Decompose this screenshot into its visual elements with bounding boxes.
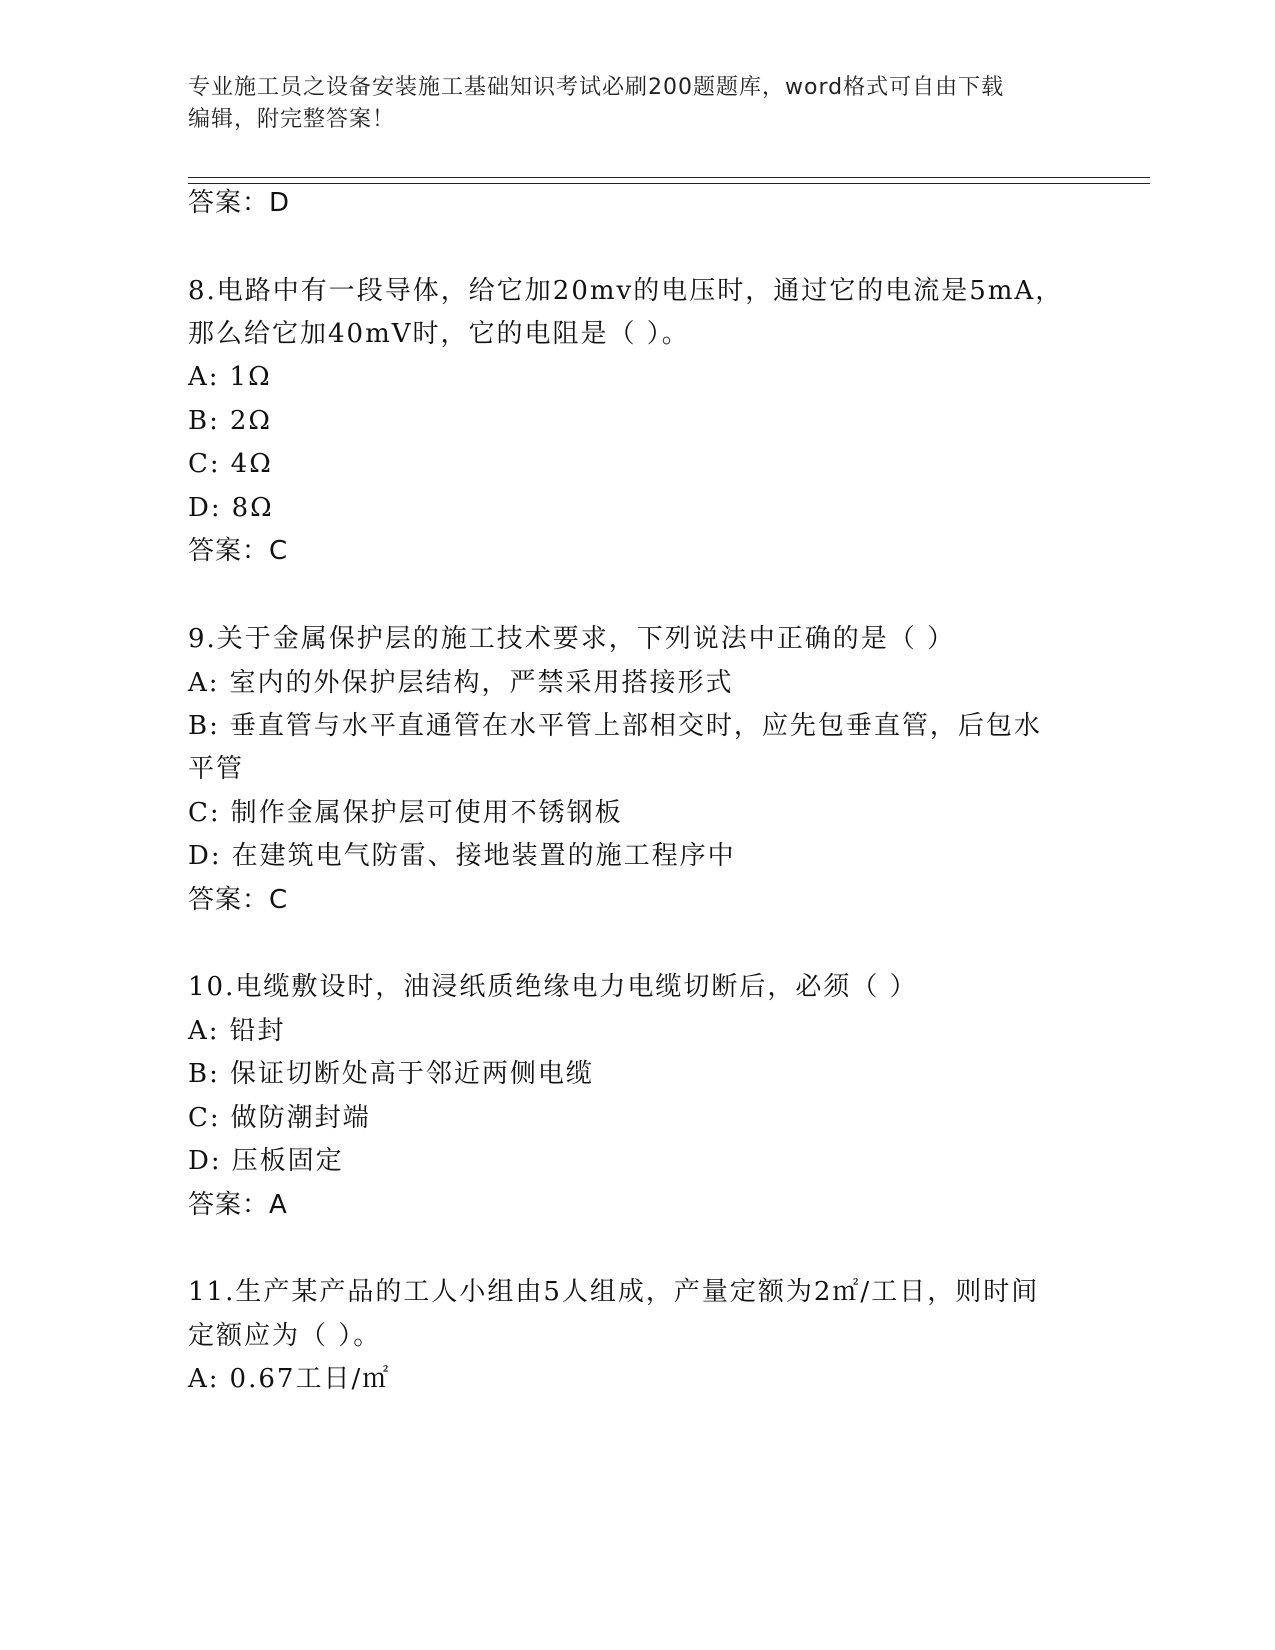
- answer-label: 答案：: [188, 188, 270, 218]
- question-10-option-b: [188, 1051, 594, 1097]
- question-10-option-d: [188, 1138, 344, 1184]
- option-text: 保证切断处高于邻近两侧电缆: [229, 1059, 594, 1089]
- answer-q7: [188, 180, 290, 226]
- answer-q9: [188, 877, 288, 923]
- question-10-stem-line-1: 10.电缆敷设时，油浸纸质绝缘电力电缆切断后，必须（ ）: [188, 972, 918, 1002]
- answer-value: A: [269, 1190, 288, 1220]
- option-key: A:: [188, 668, 220, 698]
- question-9-option-c: [188, 790, 623, 836]
- option-text: 压板固定: [231, 1146, 344, 1176]
- option-key: D:: [188, 841, 222, 871]
- option-text: 1Ω: [229, 362, 272, 392]
- option-text: 0.67工日/㎡: [229, 1364, 391, 1394]
- answer-q10: [188, 1182, 288, 1228]
- option-text: 在建筑电气防雷、接地装置的施工程序中: [231, 841, 736, 871]
- question-8-option-d: [188, 485, 274, 531]
- question-8-option-a: [188, 354, 272, 400]
- question-9-option-a: [188, 660, 734, 706]
- answer-q8: [188, 528, 288, 574]
- option-key: B:: [188, 1059, 220, 1089]
- option-key: D:: [188, 1146, 222, 1176]
- option-text: 2Ω: [229, 406, 272, 436]
- question-11-stem-line-1: 11.生产某产品的工人小组由5人组成，产量定额为2㎡/工日，则时间: [188, 1277, 1040, 1307]
- question-8-option-b: [188, 398, 272, 444]
- option-text: 制作金属保护层可使用不锈钢板: [230, 798, 623, 828]
- option-key: C:: [188, 1103, 221, 1133]
- option-key: A:: [188, 362, 220, 392]
- option-key: C:: [188, 798, 221, 828]
- question-9-option-d: [188, 833, 736, 879]
- header-divider: [188, 177, 1150, 184]
- option-key: B:: [188, 711, 220, 741]
- question-9-option-b-continued: 平管: [188, 754, 245, 784]
- answer-label: 答案：: [188, 1190, 270, 1220]
- question-11-stem-line-2: 定额应为（ ）。: [188, 1321, 382, 1351]
- answer-label: 答案：: [188, 536, 270, 566]
- question-8-stem-line-2: 那么给它加40mV时，它的电阻是（ ）。: [188, 319, 690, 349]
- header-title-line-1: 专业施工员之设备安装施工基础知识考试必刷200题题库，word格式可自由下载: [188, 75, 1005, 100]
- header-title-line-2: 编辑，附完整答案！: [188, 107, 396, 132]
- option-key: D:: [188, 493, 222, 523]
- option-text: 8Ω: [231, 493, 274, 523]
- option-text: 垂直管与水平直通管在水平管上部相交时，应先包垂直管，后包水: [229, 711, 1042, 741]
- option-key: B:: [188, 406, 220, 436]
- question-8-stem-line-1: 8.电路中有一段导体，给它加20mv的电压时，通过它的电流是5mA，: [188, 276, 1064, 306]
- answer-value: C: [269, 536, 289, 566]
- option-text: 做防潮封端: [230, 1103, 371, 1133]
- option-text: 铅封: [229, 1016, 286, 1046]
- question-10-option-a: [188, 1008, 286, 1054]
- question-8-option-c: [188, 441, 273, 487]
- answer-label: 答案：: [188, 885, 270, 915]
- question-10-option-c: [188, 1095, 371, 1141]
- option-key: C:: [188, 449, 221, 479]
- option-key: A:: [188, 1016, 220, 1046]
- option-text: 4Ω: [230, 449, 273, 479]
- question-9-option-b: [188, 703, 1042, 749]
- document-header: [188, 72, 1068, 136]
- answer-value: C: [269, 885, 289, 915]
- option-key: A:: [188, 1364, 220, 1394]
- option-text: 室内的外保护层结构，严禁采用搭接形式: [229, 668, 734, 698]
- answer-value: D: [269, 188, 291, 218]
- question-9-stem-line-1: 9.关于金属保护层的施工技术要求，下列说法中正确的是（ ）: [188, 624, 956, 654]
- question-11-option-a: [188, 1356, 390, 1402]
